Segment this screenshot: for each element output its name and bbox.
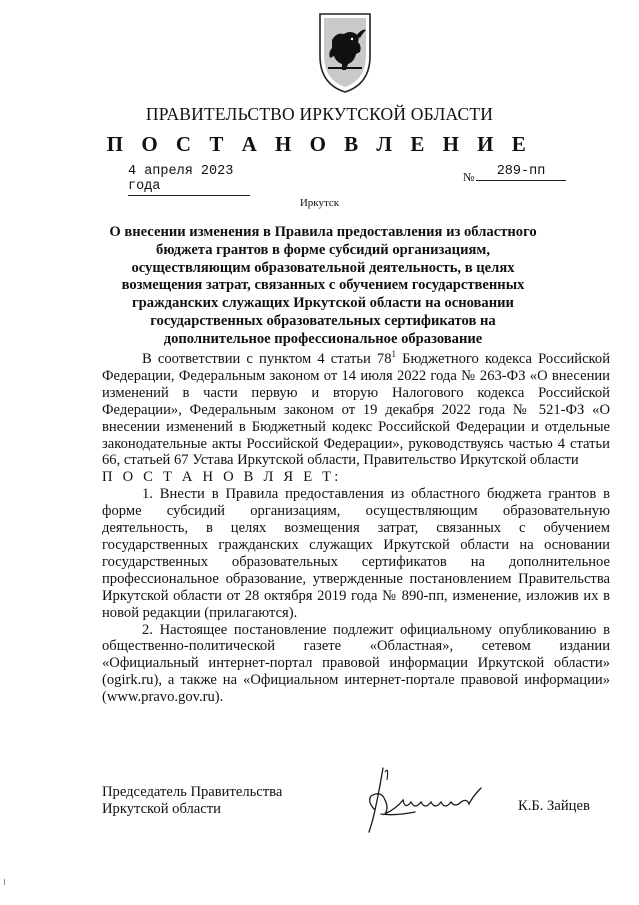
preamble-text-part2: Бюджетного кодекса Российской Федерации, Федеральным законом от 14 июля 2022 года № 263-ФЗ «О внесении изменений в части первую и вторую Налогового кодекса Российской Федерации», Федеральным законом от 19 декабря 2022 года № 521-ФЗ «О внесении изменений в Бюджетный кодекс Российской Федерации и отдельные законодательные акты Российской Федерации», руководствуясь частью 4 статьи 66, статьей 67 Устава Иркутской области, Правительство Иркутской области: [102, 351, 610, 469]
document-body: [102, 351, 610, 706]
scan-edge-mark: [4, 879, 5, 885]
government-name: ПРАВИТЕЛЬСТВО ИРКУТСКОЙ ОБЛАСТИ: [145, 104, 494, 124]
city-name: Иркутск: [299, 197, 340, 209]
resolves-heading: П О С Т А Н О В Л Я Е Т:: [102, 469, 342, 486]
signer-name: К.Б. Зайцев: [518, 798, 590, 814]
item-2-paragraph: 2. Настоящее постановление подлежит официальному опубликованию в общественно-политической газете «Областная», сетевом издании «Официальный интернет-портал правовой информации Иркутской области» (ogirk.ru), а также на «Официальном интернет-портале правовой информации» (www.pravo.gov.ru).: [102, 621, 610, 706]
document-date: 4 апреля 2023 года: [128, 164, 250, 196]
item-1-paragraph: 1. Внести в Правила предоставления из областного бюджета грантов в форме субсидий организациям, осуществляющим образовательную деятельность, в целях возмещения затрат, связанных с обучением государственных гражданских служащих Иркутской области на основании государственных образовательных сертификатов на дополнительное профессиональное образование, утвержденные постановлением Правительства Иркутской области от 28 октября 2019 года № 890-пп, изменение, изложив их в новой редакции (прилагаются).: [102, 486, 610, 621]
coat-of-arms-icon: [302, 10, 388, 96]
document-type-heading: П О С Т А Н О В Л Е Н И Е: [106, 132, 533, 156]
document-title: О внесении изменения в Правила предоставления из областного бюджета грантов в форме субсидий организациям, осуществляющим образовательной деятельность, в целях возмещения затрат, связанных с обучением государственных гражданских служащих Иркутской области на основании государственных образовательных сертификатов на дополнительное профессиональное образование: [109, 224, 537, 347]
signer-position: [102, 784, 282, 818]
handwritten-signature-icon: [345, 762, 505, 842]
number-sign: №: [463, 170, 475, 184]
preamble-superscript: 1: [391, 349, 396, 360]
preamble-paragraph: [102, 351, 610, 469]
preamble-text-part1: В соответствии с пунктом 4 статьи 78: [142, 351, 392, 367]
signer-position-line2: Иркутской области: [102, 800, 221, 817]
signer-position-line1: Председатель Правительства: [102, 784, 283, 800]
document-number: 289-пп: [476, 164, 566, 181]
